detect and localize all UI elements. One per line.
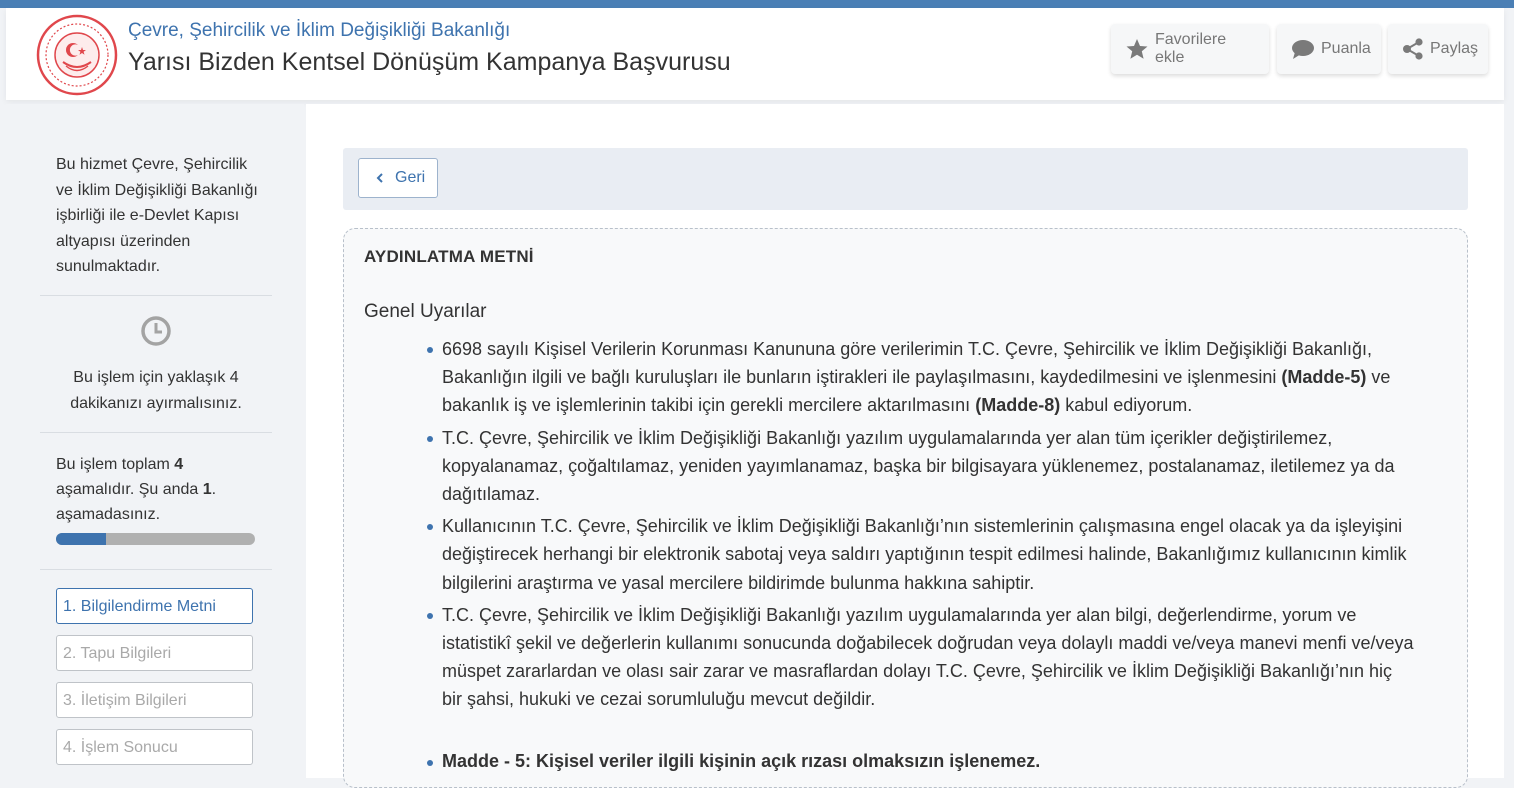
share-icon: [1402, 38, 1424, 60]
list-item: 6698 sayılı Kişisel Verilerin Korunması Kanununa göre verilerimin T.C. Çevre, Şehircilik ve İklim Değişikliği Bakanlığı, Bakanlığın ilgili ve bağlı kuruluşları ile bunların iştirakleri ile paylaşılmasını, kaydedilmesini ve işlenmesini (Madde-5) ve bakanlık iş ve işlemlerinin takibi için gerekli mercilere aktarılmasını (Madde-8) kabul ediyorum.: [426, 335, 1416, 420]
chevron-left-icon: [375, 171, 385, 185]
list-item: Kullanıcının T.C. Çevre, Şehircilik ve İklim Değişikliği Bakanlığı’nın sistemlerinin çalışmasına engel olacak ya da işleyişini değiştirecek herhangi bir elektronik sabotaj veya saldırı yaptığının tespit edilmesi halinde, Bakanlığımız kullanıcının kimlik bilgilerini araştırma ve yasal mercilere bildirimde bulunma hakkına sahiptir.: [426, 512, 1416, 597]
sidebar: [6, 104, 304, 778]
divider: [40, 432, 272, 433]
share-label: Paylaş: [1430, 40, 1479, 57]
clock-icon: [140, 315, 172, 347]
warnings-list: [426, 335, 1416, 718]
share-button[interactable]: [1388, 24, 1488, 74]
rate-button[interactable]: [1277, 24, 1381, 74]
step-1-bilgilendirme[interactable]: 1. Bilgilendirme Metni: [56, 588, 253, 624]
article-5-heading: Madde - 5: Kişisel veriler ilgili kişinin açık rızası olmaksızın işlenemez.: [426, 751, 1040, 772]
step-progress-text: Bu işlem toplam 4 aşamalıdır. Şu anda 1. aşamadasınız.: [56, 456, 217, 523]
progress-bar: [56, 533, 255, 545]
ministry-logo: [36, 14, 118, 96]
ministry-name[interactable]: Çevre, Şehircilik ve İklim Değişikliği Bakanlığı: [128, 20, 511, 41]
step-4-sonuc[interactable]: 4. İşlem Sonucu: [56, 729, 253, 765]
section-title: Genel Uyarılar: [364, 301, 487, 322]
list-item: T.C. Çevre, Şehircilik ve İklim Değişikliği Bakanlığı yazılım uygulamalarında yer alan tüm içerikler değiştirilemez, kopyalanamaz, çoğaltılamaz, yeniden yayımlanamaz, başka bir bilgisayara yüklenemez, postalanamaz, iletilemez ya da dağıtılamaz.: [426, 424, 1416, 509]
favorite-label: Favorilere ekle: [1155, 31, 1227, 66]
step-3-iletisim[interactable]: 3. İletişim Bilgileri: [56, 682, 253, 718]
back-button[interactable]: [358, 158, 438, 198]
list-item: T.C. Çevre, Şehircilik ve İklim Değişikliği Bakanlığı yazılım uygulamalarında yer alan bilgi, değerlendirme, yorum ve istatistikî şekil ve değerlerin kullanımı sonucunda doğabilecek doğrudan veya dolaylı maddi ve/veya manevi menfi ve/veya müspet zararlardan ve olası sair zarar ve masraflardan dolayı T.C. Çevre, Şehircilik ve İklim Değişikliği Bakanlığı’nın hiç bir şahsi, hukuki ve cezai sorumluluğu mevcut değildir.: [426, 601, 1416, 714]
favorite-button[interactable]: [1111, 24, 1269, 74]
divider: [40, 295, 272, 296]
main-content: [306, 104, 1504, 778]
back-label: Geri: [395, 169, 426, 186]
top-accent-bar: [0, 0, 1514, 8]
service-title: Yarısı Bizden Kentsel Dönüşüm Kampanya Başvurusu: [128, 48, 731, 76]
back-bar: [343, 148, 1468, 210]
service-provider-note: Bu hizmet Çevre, Şehircilik ve İklim Değişikliği Bakanlığı işbirliği ile e-Devlet Kapısı altyapısı üzerinden sunulmaktadır.: [56, 156, 258, 275]
step-2-tapu[interactable]: 2. Tapu Bilgileri: [56, 635, 253, 671]
progress-fill: [56, 533, 106, 545]
rate-label: Puanla: [1321, 40, 1371, 57]
estimated-time: Bu işlem için yaklaşık 4 dakikanızı ayırmalısınız.: [70, 369, 242, 412]
disclosure-text-box[interactable]: [343, 228, 1468, 788]
page-header: [6, 8, 1504, 100]
document-title: AYDINLATMA METNİ: [364, 247, 534, 266]
comment-icon: [1291, 38, 1315, 60]
divider: [40, 569, 272, 570]
star-icon: [1125, 38, 1149, 60]
